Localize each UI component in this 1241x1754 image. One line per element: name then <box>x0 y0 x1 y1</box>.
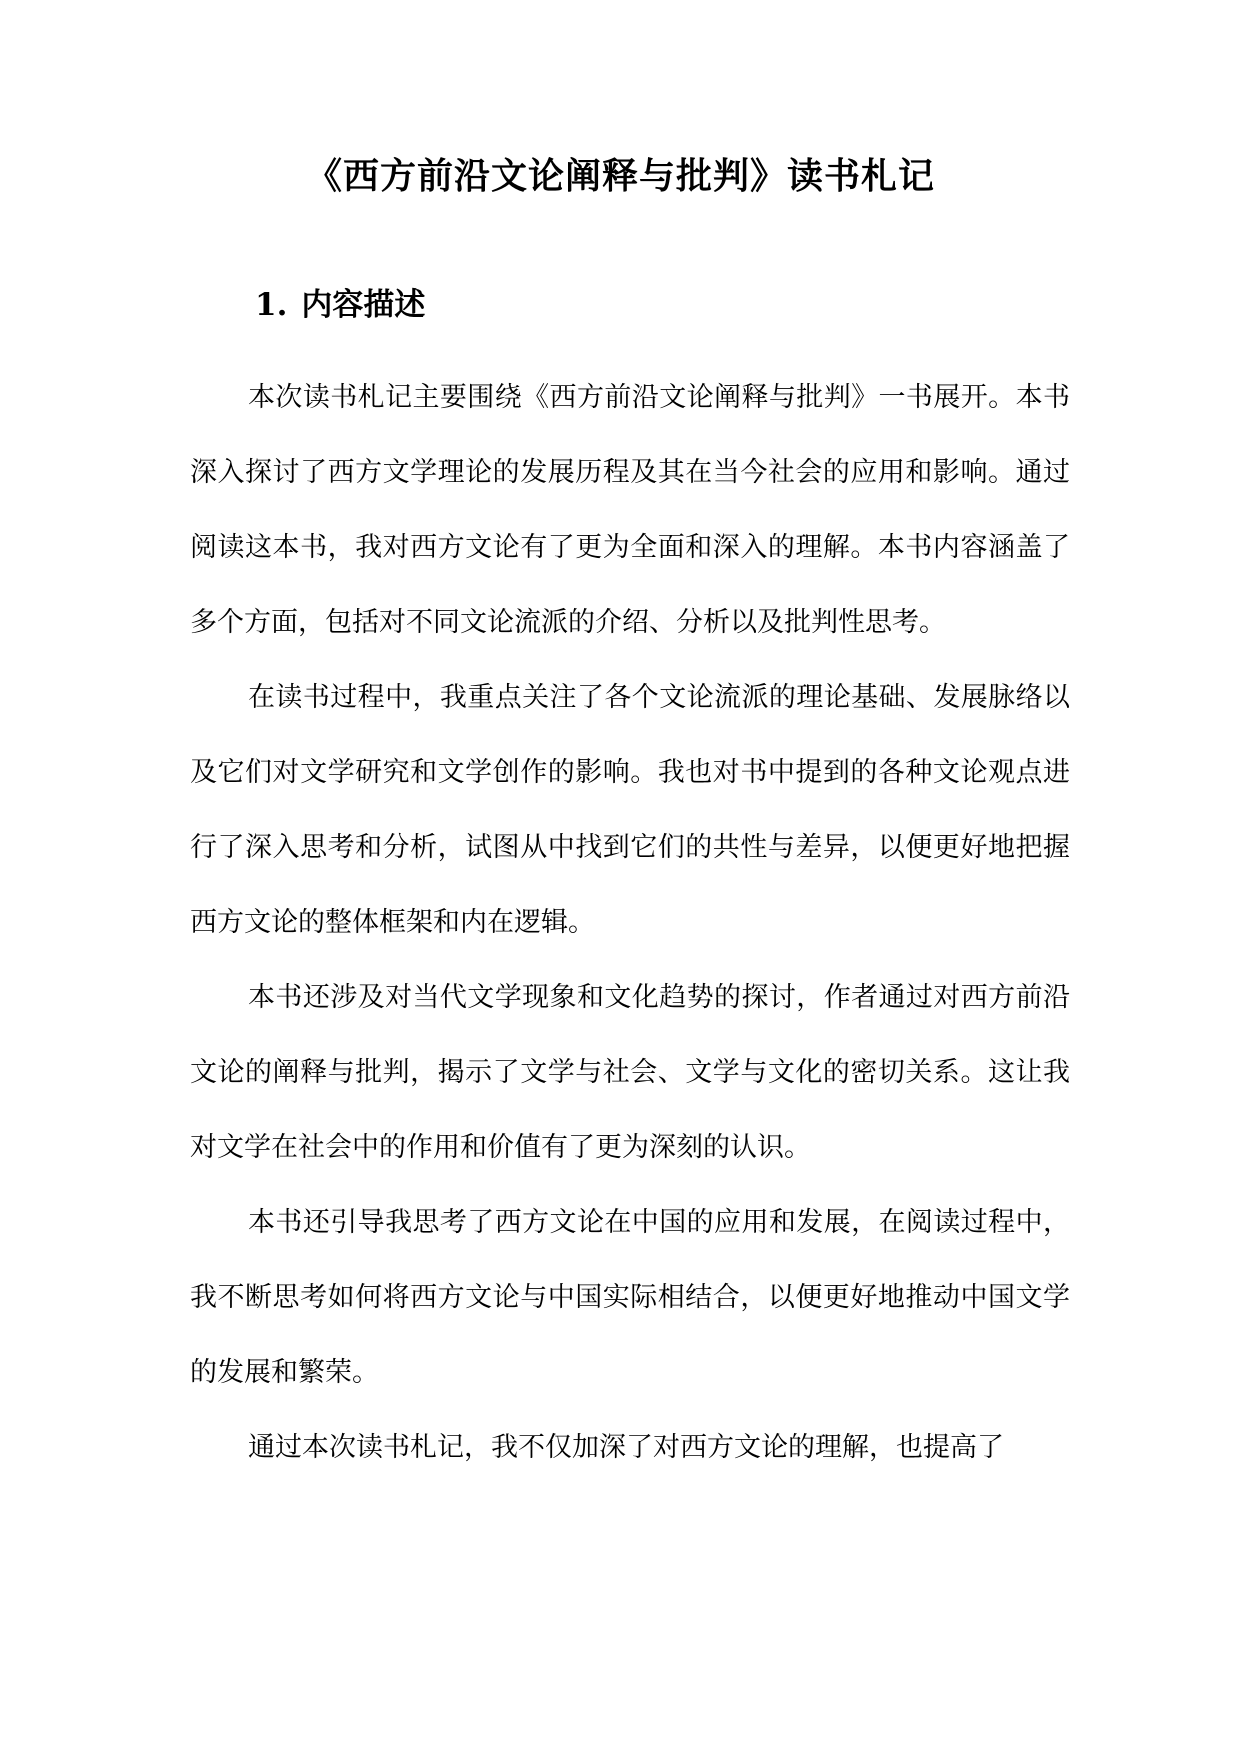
section-title: 内容描述 <box>301 287 426 323</box>
section-heading <box>255 280 425 330</box>
paragraph-4: 本书还引导我思考了西方文论在中国的应用和发展，在阅读过程中，我不断思考如何将西方文论与中国实际相结合，以便更好地推动中国文学的发展和繁荣。 <box>190 1207 1070 1388</box>
paragraph-5: 通过本次读书札记，我不仅加深了对西方文论的理解，也提高了 <box>248 1432 1004 1463</box>
section-number: 1. <box>255 287 288 323</box>
paragraph-2: 在读书过程中，我重点关注了各个文论流派的理论基础、发展脉络以及它们对文学研究和文学创作的影响。我也对书中提到的各种文论观点进行了深入思考和分析，试图从中找到它们的共性与差异，以便更好地把握西方文论的整体框架和内在逻辑。 <box>190 682 1070 938</box>
document-title: 《西方前沿文论阐释与批判》读书札记 <box>305 155 935 197</box>
paragraph-3: 本书还涉及对当代文学现象和文化趋势的探讨，作者通过对西方前沿文论的阐释与批判，揭示了文学与社会、文学与文化的密切关系。这让我对文学在社会中的作用和价值有了更为深刻的认识。 <box>190 982 1070 1163</box>
body-text <box>190 360 1070 1485</box>
paragraph-1: 本次读书札记主要围绕《西方前沿文论阐释与批判》一书展开。本书深入探讨了西方文学理论的发展历程及其在当今社会的应用和影响。通过阅读这本书，我对西方文论有了更为全面和深入的理解。本书内容涵盖了多个方面，包括对不同文论流派的介绍、分析以及批判性思考。 <box>190 382 1070 638</box>
